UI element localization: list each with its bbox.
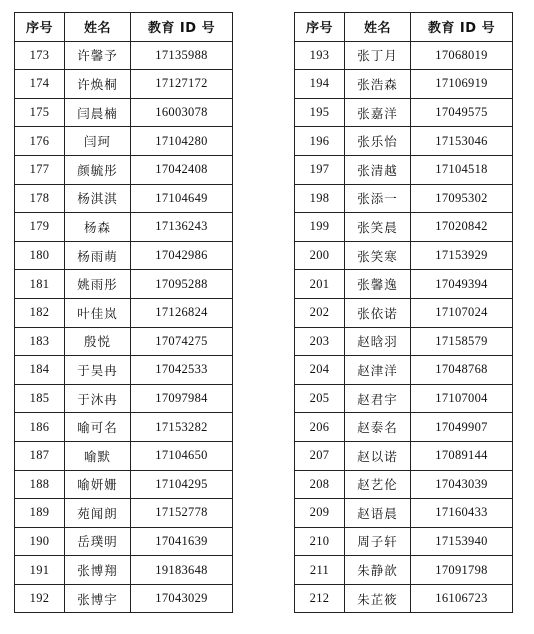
student-number-cell: 207: [295, 441, 345, 470]
student-name-cell: 赵语晨: [345, 499, 411, 528]
edu-id-cell: 17160433: [411, 499, 513, 528]
edu-id-cell: 17153282: [131, 413, 233, 442]
student-number-cell: 203: [295, 327, 345, 356]
student-number-cell: 201: [295, 270, 345, 299]
student-number-cell: 173: [15, 41, 65, 70]
student-number-cell: 205: [295, 384, 345, 413]
student-name-cell: 殷悦: [65, 327, 131, 356]
student-name-cell: 张添一: [345, 184, 411, 213]
student-name-cell: 闫珂: [65, 127, 131, 156]
student-name-cell: 喻可名: [65, 413, 131, 442]
student-number-cell: 186: [15, 413, 65, 442]
table-row: [295, 470, 513, 499]
table-row: [15, 184, 233, 213]
student-name-cell: 张笑晨: [345, 213, 411, 242]
table-row: [15, 298, 233, 327]
table-row: [15, 441, 233, 470]
table-row: [295, 298, 513, 327]
student-name-cell: 杨森: [65, 213, 131, 242]
table-row: [15, 155, 233, 184]
column-header-name: 姓名: [345, 13, 411, 42]
student-number-cell: 196: [295, 127, 345, 156]
student-number-cell: 174: [15, 70, 65, 99]
table-row: [295, 441, 513, 470]
table-row: [15, 241, 233, 270]
student-name-cell: 杨淇淇: [65, 184, 131, 213]
edu-id-cell: 17107024: [411, 298, 513, 327]
student-name-cell: 许焕桐: [65, 70, 131, 99]
student-name-cell: 闫晨楠: [65, 98, 131, 127]
edu-id-cell: 17097984: [131, 384, 233, 413]
student-name-cell: 张嘉洋: [345, 98, 411, 127]
student-number-cell: 195: [295, 98, 345, 127]
edu-id-cell: 17042986: [131, 241, 233, 270]
edu-id-cell: 17126824: [131, 298, 233, 327]
table-row: [295, 98, 513, 127]
student-name-cell: 周子轩: [345, 527, 411, 556]
student-table-right: [294, 12, 513, 613]
table-row: [295, 499, 513, 528]
student-number-cell: 178: [15, 184, 65, 213]
table-row: [295, 270, 513, 299]
edu-id-cell: 17107004: [411, 384, 513, 413]
table-row: [295, 127, 513, 156]
table-row: [295, 413, 513, 442]
student-number-cell: 198: [295, 184, 345, 213]
header-row: [295, 13, 513, 42]
student-number-cell: 194: [295, 70, 345, 99]
student-number-cell: 200: [295, 241, 345, 270]
column-header-number: 序号: [15, 13, 65, 42]
student-name-cell: 于昊冉: [65, 356, 131, 385]
table-row: [15, 98, 233, 127]
edu-id-cell: 17104518: [411, 155, 513, 184]
student-number-cell: 181: [15, 270, 65, 299]
student-number-cell: 209: [295, 499, 345, 528]
column-header-edu-id: 教育 ID 号: [411, 13, 513, 42]
table-row: [295, 327, 513, 356]
student-number-cell: 192: [15, 584, 65, 613]
edu-id-cell: 17042533: [131, 356, 233, 385]
student-number-cell: 206: [295, 413, 345, 442]
student-name-cell: 张乐怡: [345, 127, 411, 156]
table-row: [295, 556, 513, 585]
edu-id-cell: 17049575: [411, 98, 513, 127]
edu-id-cell: 17041639: [131, 527, 233, 556]
student-number-cell: 212: [295, 584, 345, 613]
edu-id-cell: 17136243: [131, 213, 233, 242]
student-name-cell: 张清越: [345, 155, 411, 184]
edu-id-cell: 17153940: [411, 527, 513, 556]
edu-id-cell: 17091798: [411, 556, 513, 585]
student-name-cell: 喻默: [65, 441, 131, 470]
table-row: [15, 527, 233, 556]
student-number-cell: 176: [15, 127, 65, 156]
edu-id-cell: 17095302: [411, 184, 513, 213]
student-name-cell: 张博翔: [65, 556, 131, 585]
table-row: [15, 413, 233, 442]
edu-id-cell: 17042408: [131, 155, 233, 184]
student-name-cell: 颜毓彤: [65, 155, 131, 184]
student-name-cell: 朱静歆: [345, 556, 411, 585]
edu-id-cell: 17095288: [131, 270, 233, 299]
edu-id-cell: 16106723: [411, 584, 513, 613]
student-number-cell: 202: [295, 298, 345, 327]
student-name-cell: 朱芷筱: [345, 584, 411, 613]
student-number-cell: 197: [295, 155, 345, 184]
table-row: [15, 270, 233, 299]
student-number-cell: 187: [15, 441, 65, 470]
student-table-left: [14, 12, 233, 613]
student-name-cell: 叶佳岚: [65, 298, 131, 327]
student-name-cell: 杨雨萌: [65, 241, 131, 270]
student-number-cell: 179: [15, 213, 65, 242]
student-name-cell: 张博宇: [65, 584, 131, 613]
table-row: [295, 155, 513, 184]
student-number-cell: 190: [15, 527, 65, 556]
student-name-cell: 赵泰名: [345, 413, 411, 442]
table-row: [15, 41, 233, 70]
student-name-cell: 赵艺伦: [345, 470, 411, 499]
student-name-cell: 张依诺: [345, 298, 411, 327]
student-number-cell: 180: [15, 241, 65, 270]
student-number-cell: 177: [15, 155, 65, 184]
student-number-cell: 199: [295, 213, 345, 242]
edu-id-cell: 17074275: [131, 327, 233, 356]
student-name-cell: 张浩森: [345, 70, 411, 99]
student-number-cell: 189: [15, 499, 65, 528]
table-row: [15, 127, 233, 156]
header-row: [15, 13, 233, 42]
student-number-cell: 193: [295, 41, 345, 70]
edu-id-cell: 17158579: [411, 327, 513, 356]
student-name-cell: 赵以诺: [345, 441, 411, 470]
student-name-cell: 喻妍姗: [65, 470, 131, 499]
edu-id-cell: 17104295: [131, 470, 233, 499]
table-row: [15, 499, 233, 528]
edu-id-cell: 17104280: [131, 127, 233, 156]
student-number-cell: 182: [15, 298, 65, 327]
student-name-cell: 苑闻朗: [65, 499, 131, 528]
edu-id-cell: 17106919: [411, 70, 513, 99]
student-number-cell: 191: [15, 556, 65, 585]
table-row: [295, 384, 513, 413]
table-row: [295, 70, 513, 99]
edu-id-cell: 17135988: [131, 41, 233, 70]
edu-id-cell: 17127172: [131, 70, 233, 99]
student-name-cell: 于沐冉: [65, 384, 131, 413]
table-row: [15, 356, 233, 385]
student-name-cell: 许馨予: [65, 41, 131, 70]
edu-id-cell: 17089144: [411, 441, 513, 470]
edu-id-cell: 17104649: [131, 184, 233, 213]
student-number-cell: 188: [15, 470, 65, 499]
table-row: [15, 70, 233, 99]
table-row: [15, 470, 233, 499]
edu-id-cell: 17048768: [411, 356, 513, 385]
student-number-cell: 183: [15, 327, 65, 356]
table-row: [295, 584, 513, 613]
edu-id-cell: 17020842: [411, 213, 513, 242]
edu-id-cell: 17043029: [131, 584, 233, 613]
student-name-cell: 张丁月: [345, 41, 411, 70]
student-name-cell: 赵津洋: [345, 356, 411, 385]
table-row: [295, 184, 513, 213]
student-number-cell: 204: [295, 356, 345, 385]
table-row: [295, 241, 513, 270]
student-name-cell: 张笑寒: [345, 241, 411, 270]
table-row: [15, 213, 233, 242]
student-number-cell: 184: [15, 356, 65, 385]
edu-id-cell: 17153929: [411, 241, 513, 270]
edu-id-cell: 17049394: [411, 270, 513, 299]
student-number-cell: 208: [295, 470, 345, 499]
column-header-number: 序号: [295, 13, 345, 42]
table-row: [15, 327, 233, 356]
edu-id-cell: 17104650: [131, 441, 233, 470]
student-name-cell: 岳璞明: [65, 527, 131, 556]
student-name-cell: 赵晗羽: [345, 327, 411, 356]
table-row: [15, 556, 233, 585]
table-row: [295, 213, 513, 242]
student-name-cell: 赵君宇: [345, 384, 411, 413]
edu-id-cell: 16003078: [131, 98, 233, 127]
column-header-name: 姓名: [65, 13, 131, 42]
table-row: [295, 527, 513, 556]
student-name-cell: 张馨逸: [345, 270, 411, 299]
edu-id-cell: 17152778: [131, 499, 233, 528]
table-row: [15, 584, 233, 613]
edu-id-cell: 17153046: [411, 127, 513, 156]
table-row: [295, 41, 513, 70]
student-number-cell: 210: [295, 527, 345, 556]
student-number-cell: 175: [15, 98, 65, 127]
student-number-cell: 185: [15, 384, 65, 413]
column-header-edu-id: 教育 ID 号: [131, 13, 233, 42]
table-row: [295, 356, 513, 385]
student-name-cell: 姚雨彤: [65, 270, 131, 299]
edu-id-cell: 17049907: [411, 413, 513, 442]
edu-id-cell: 17043039: [411, 470, 513, 499]
student-number-cell: 211: [295, 556, 345, 585]
edu-id-cell: 17068019: [411, 41, 513, 70]
table-row: [15, 384, 233, 413]
edu-id-cell: 19183648: [131, 556, 233, 585]
